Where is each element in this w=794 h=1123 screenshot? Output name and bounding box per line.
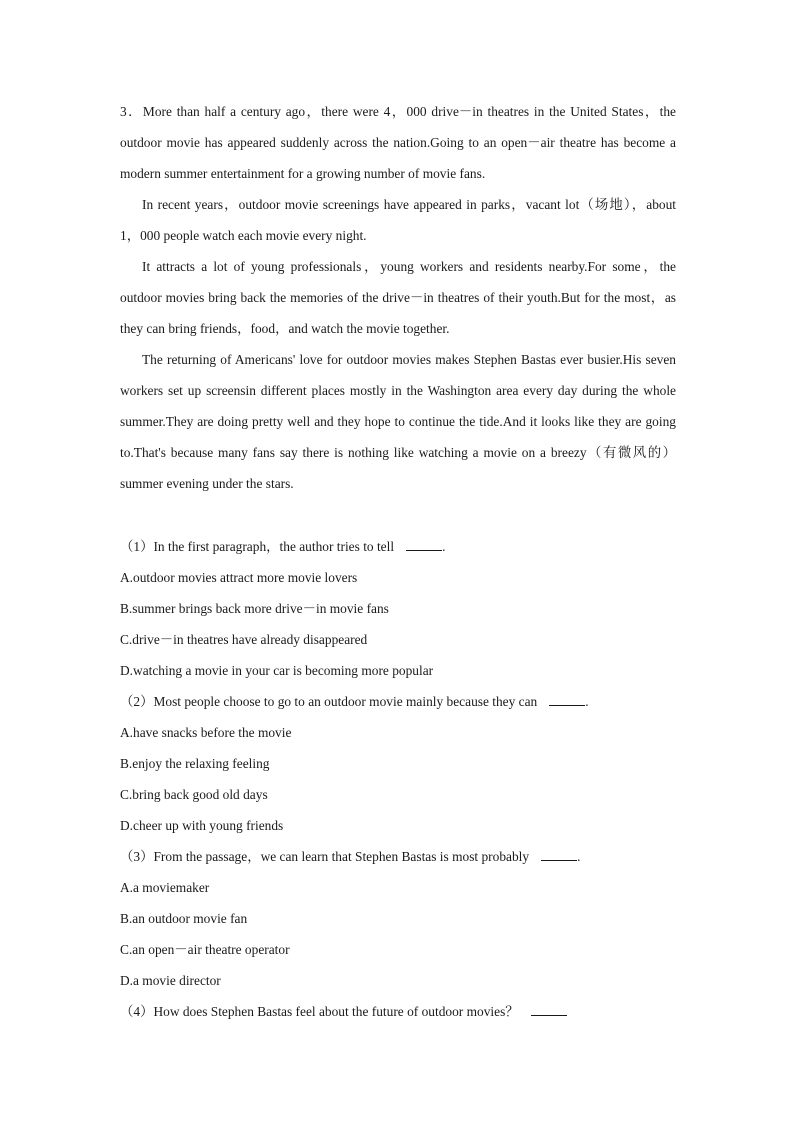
question-3-option-c: C.an open－air theatre operator: [120, 942, 290, 957]
question-1-stem: （1）In the first paragraph，the author tries to tell: [120, 539, 395, 554]
question-2-end: .: [585, 694, 589, 709]
question-4: [120, 996, 676, 1027]
question-3-option-a: A.a moviemaker: [120, 880, 210, 895]
passage-paragraph-1: 3．More than half a century ago，there were 4，000 drive－in theatres in the United States，the outdoor movie has appeared suddenly across the nation.Going to an open－air theatre has become a modern summer entertainment for a growing number of movie fans.: [120, 104, 676, 181]
answer-blank-4[interactable]: [531, 1001, 567, 1016]
question-2-option-b: B.enjoy the relaxing feeling: [120, 756, 270, 771]
question-3-end: .: [577, 849, 581, 864]
question-1-end: .: [442, 539, 446, 554]
question-2-option-c: C.bring back good old days: [120, 787, 268, 802]
answer-blank-1[interactable]: [406, 536, 442, 551]
question-1-option-b: B.summer brings back more drive－in movie fans: [120, 601, 389, 616]
question-2: [120, 686, 676, 717]
question-3-option-d: D.a movie director: [120, 973, 221, 988]
passage-paragraph-4: The returning of Americans' love for outdoor movies makes Stephen Bastas ever busier.His seven workers set up screensin different places mostly in the Washington area every day during the whole summer.They are doing pretty well and they hope to continue the tide.And it looks like they are going to.That's because many fans say there is nothing like watching a movie on a breezy（有微风的） summer evening under the stars.: [120, 352, 676, 491]
question-2-option-d: D.cheer up with young friends: [120, 818, 284, 833]
section-spacer: [120, 499, 676, 531]
question-3: [120, 841, 676, 872]
question-2-stem: （2）Most people choose to go to an outdoor movie mainly because they can: [120, 694, 538, 709]
question-1-option-c: C.drive－in theatres have already disappeared: [120, 632, 368, 647]
question-1-option-d: D.watching a movie in your car is becoming more popular: [120, 663, 434, 678]
question-2-option-a: A.have snacks before the movie: [120, 725, 292, 740]
answer-blank-2[interactable]: [549, 691, 585, 706]
document-page: [120, 96, 676, 1027]
passage-paragraph-3: It attracts a lot of young professionals，young workers and residents nearby.For some，the outdoor movies bring back the memories of the drive－in theatres of their youth.But for the most，as they can bring friends，food，and watch the movie together.: [120, 259, 676, 336]
question-3-stem: （3）From the passage，we can learn that Stephen Bastas is most probably: [120, 849, 530, 864]
passage-paragraph-2: In recent years，outdoor movie screenings have appeared in parks，vacant lot（场地），about 1，000 people watch each movie every night.: [120, 197, 676, 243]
answer-blank-3[interactable]: [541, 846, 577, 861]
question-4-stem: （4）How does Stephen Bastas feel about the future of outdoor movies？: [120, 1004, 519, 1019]
question-1: [120, 531, 676, 562]
question-1-option-a: A.outdoor movies attract more movie lovers: [120, 570, 358, 585]
question-3-option-b: B.an outdoor movie fan: [120, 911, 248, 926]
